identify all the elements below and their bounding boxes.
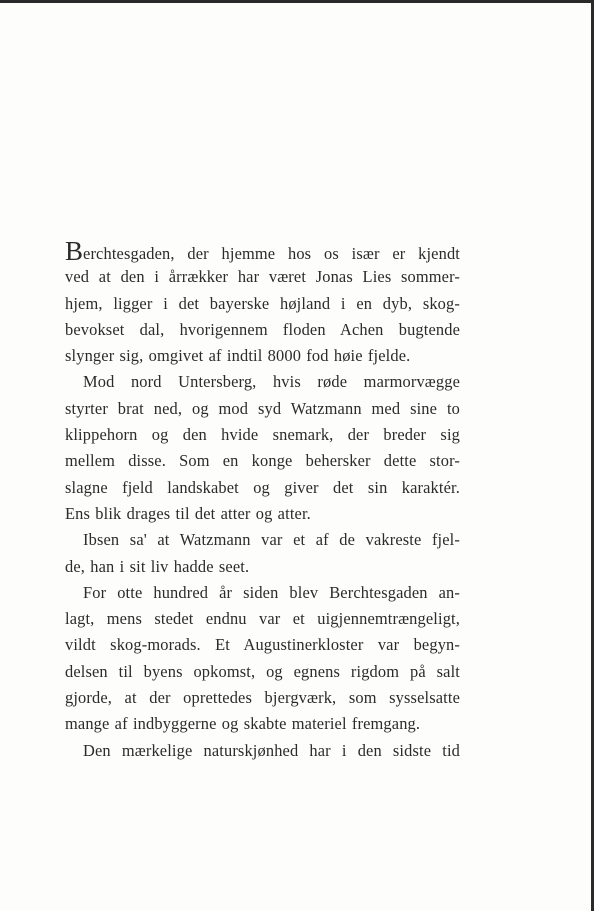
text-line: mellem disse. Som en konge behersker dette stor-	[65, 451, 460, 471]
text-line: For otte hundred år siden blev Berchtesgaden an-	[83, 582, 460, 602]
body-text	[65, 238, 460, 764]
text-line: Ens blik drages til det atter og atter.	[65, 503, 311, 523]
text-line: de, han i sit liv hadde seet.	[65, 556, 250, 576]
paragraph-3	[65, 527, 460, 580]
text-line: Den mærkelige naturskjønhed har i den sidste tid	[83, 740, 460, 760]
text-line: mange af indbyggerne og skabte materiel fremgang.	[65, 714, 421, 734]
text-line: lagt, mens stedet endnu var et uigjennemtrængeligt,	[65, 609, 460, 629]
paragraph-5	[65, 738, 460, 764]
text-line: Berchtesgaden, der hjemme hos os især er kjendt	[65, 236, 460, 266]
text-line: vildt skog-morads. Et Augustinerkloster var begyn-	[65, 635, 460, 655]
text-line: hjem, ligger i det bayerske højland i en dyb, skog-	[65, 293, 460, 313]
text-line: delsen til byens opkomst, og egnens rigdom på salt	[65, 661, 460, 681]
paragraph-2	[65, 369, 460, 527]
scan-edge-top	[0, 0, 594, 3]
text-line: gjorde, at der oprettedes bjergværk, som sysselsatte	[65, 688, 460, 708]
drop-cap: B	[65, 236, 84, 266]
text-line: bevokset dal, hvorigennem floden Achen bugtende	[65, 319, 460, 339]
text-line: klippehorn og den hvide snemark, der breder sig	[65, 425, 460, 445]
text-line: slynger sig, omgivet af indtil 8000 fod høie fjelde.	[65, 346, 411, 366]
paragraph-1	[65, 238, 460, 369]
text-line: Ibsen sa' at Watzmann var et af de vakreste fjel-	[83, 530, 460, 550]
paragraph-4	[65, 580, 460, 738]
text-line: Mod nord Untersberg, hvis røde marmorvægge	[83, 372, 460, 392]
text-line: ved at den i årrækker har været Jonas Lies sommer-	[65, 267, 460, 287]
text-line: slagne fjeld landskabet og giver det sin karaktér.	[65, 477, 460, 497]
text-line: styrter brat ned, og mod syd Watzmann med sine to	[65, 398, 460, 418]
